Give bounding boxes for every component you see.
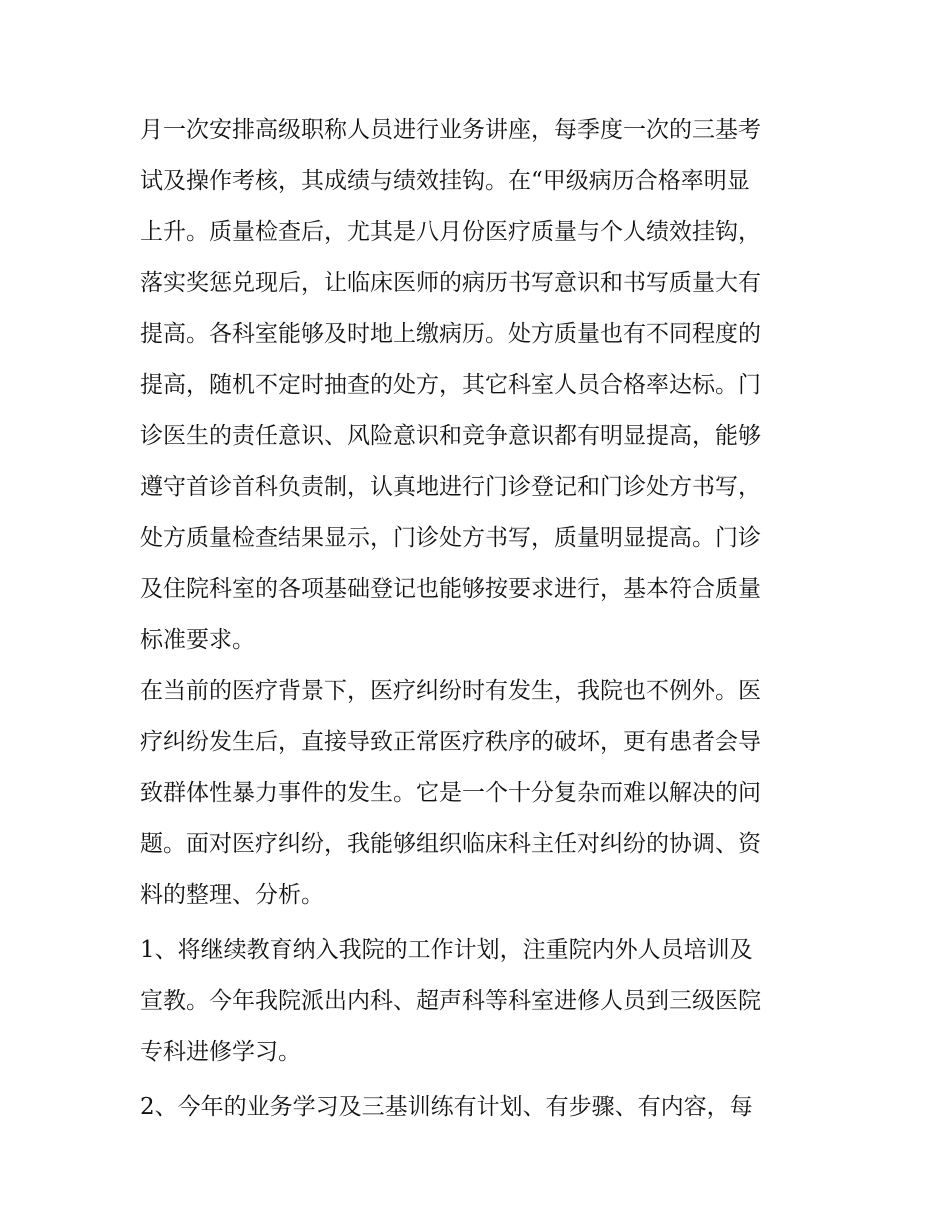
text-line: 上升。质量检查后，尤其是八月份医疗质量与个人绩效挂钩， [140,219,761,245]
text-line: 标准要求。 [140,627,255,653]
text-line: 提高。各科室能够及时地上缴病历。处方质量也有不同程度的 [140,321,761,347]
text-line: 在当前的医疗背景下，医疗纠纷时有发生，我院也不例外。医 [140,678,761,704]
text-line: 宣教。今年我院派出内科、超声科等科室进修人员到三级医院 [140,988,761,1014]
text-line: 疗纠纷发生后，直接导致正常医疗秩序的破坏，更有患者会导 [140,729,761,755]
text-line: 题。面对医疗纠纷，我能够组织临床科主任对纠纷的协调、资 [140,831,761,857]
text-line: 处方质量检查结果显示，门诊处方书写，质量明显提高。门诊 [140,525,761,551]
text-line: 月一次安排高级职称人员进行业务讲座，每季度一次的三基考 [140,117,761,143]
text-line: 1、将继续教育纳入我院的工作计划，注重院内外人员培训及 [140,937,753,963]
text-line: 落实奖惩兑现后，让临床医师的病历书写意识和书写质量大有 [140,270,761,296]
text-line: 试及操作考核，其成绩与绩效挂钩。在“甲级病历合格率明显 [140,168,750,194]
text-line: 提高，随机不定时抽查的处方，其它科室人员合格率达标。门 [140,372,761,398]
text-line: 2、今年的业务学习及三基训练有计划、有步骤、有内容，每 [140,1094,753,1120]
text-line: 遵守首诊首科负责制，认真地进行门诊登记和门诊处方书写， [140,474,761,500]
paragraph-item-2 [140,1082,820,1133]
text-line: 致群体性暴力事件的发生。它是一个十分复杂而难以解决的问 [140,780,761,806]
text-line: 及住院科室的各项基础登记也能够按要求进行，基本符合质量 [140,576,761,602]
document-body [140,105,820,1133]
text-line: 诊医生的责任意识、风险意识和竞争意识都有明显提高，能够 [140,423,761,449]
paragraph-medical-disputes [140,666,820,921]
paragraph-item-1 [140,925,820,1078]
text-line: 料的整理、分析。 [140,882,324,908]
paragraph-quality-summary [140,105,820,666]
text-line: 专科进修学习。 [140,1039,301,1065]
